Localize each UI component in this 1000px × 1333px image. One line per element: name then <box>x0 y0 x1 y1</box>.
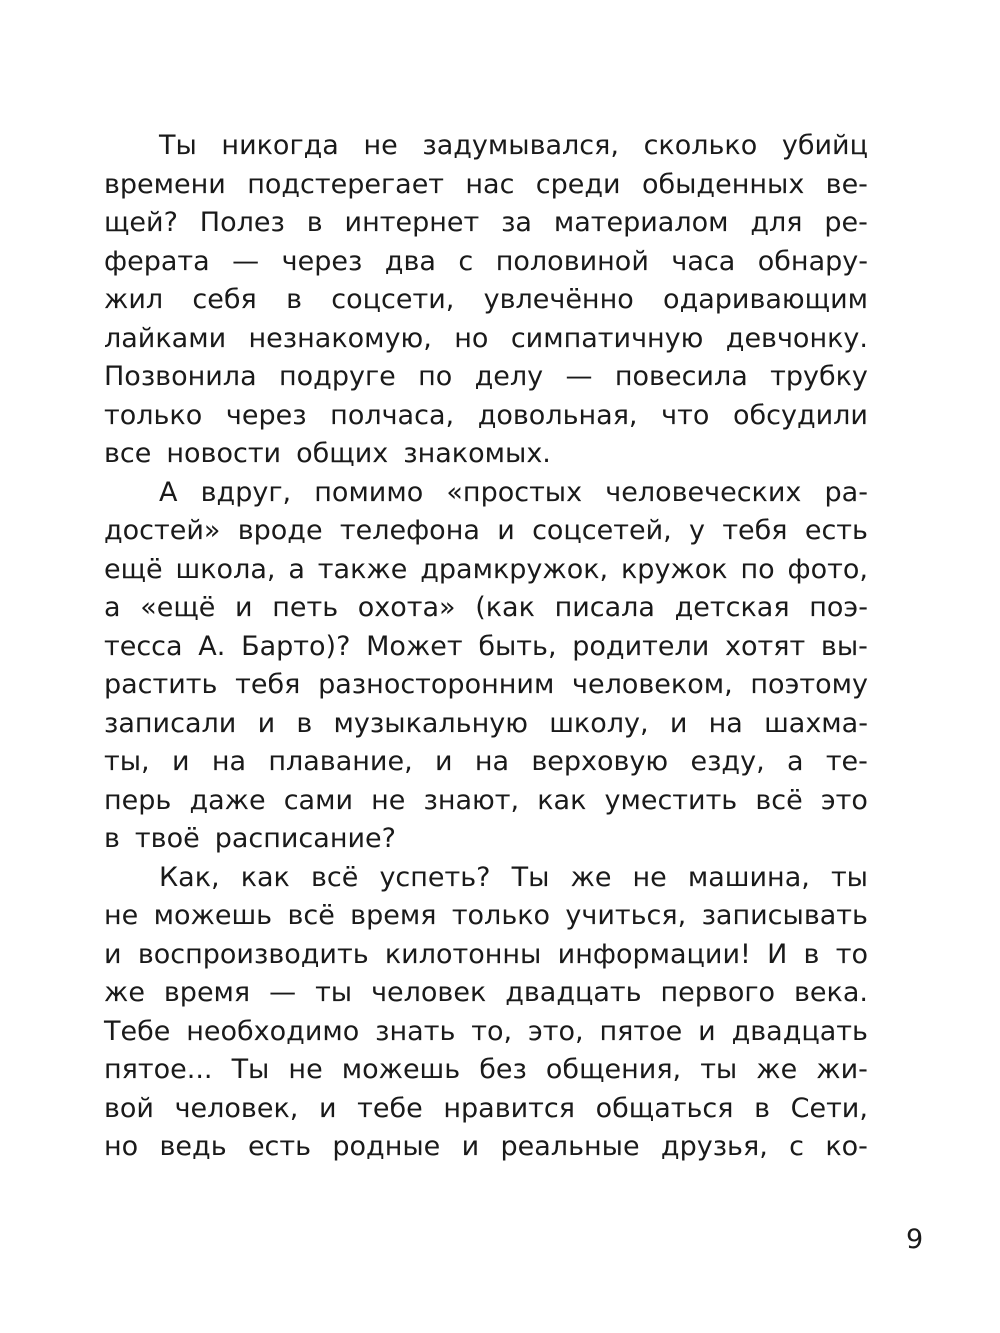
word: А. <box>198 630 226 662</box>
word: и <box>104 938 122 970</box>
word: вроде <box>237 515 323 546</box>
word: ты <box>700 1054 738 1085</box>
word: тесса <box>104 630 183 662</box>
word: растить <box>104 669 218 700</box>
word: не <box>371 784 406 816</box>
word: два <box>384 245 436 277</box>
word: через <box>281 245 363 277</box>
word: учиться, <box>565 900 687 931</box>
word: ре- <box>824 207 868 238</box>
word: лайками <box>104 322 227 354</box>
word: как <box>537 784 587 816</box>
word: есть <box>247 1131 312 1162</box>
word: знают, <box>423 784 520 816</box>
word: у <box>689 515 706 546</box>
word: ферата <box>104 245 210 277</box>
word: Позвонила <box>104 361 257 392</box>
word: писала <box>554 592 655 623</box>
word: и <box>698 1015 716 1047</box>
word: же <box>570 861 612 893</box>
word: в <box>754 1092 770 1124</box>
word: ведь <box>159 1131 227 1162</box>
word: поэтому <box>750 669 868 700</box>
word: информации! <box>557 938 751 970</box>
word: общаться <box>595 1092 734 1124</box>
paragraph <box>104 474 868 859</box>
word: и <box>497 515 515 546</box>
text-line <box>104 1090 868 1129</box>
word: хотят <box>725 630 806 662</box>
text-line <box>104 166 868 205</box>
word: помимо <box>314 476 424 508</box>
word: не <box>288 1054 323 1085</box>
word: соцсети, <box>331 284 455 315</box>
word: ещё <box>104 553 163 585</box>
word: достей» <box>104 515 221 546</box>
word: «простых <box>446 476 583 508</box>
word: Ты <box>159 130 197 161</box>
word: только <box>104 399 203 431</box>
text-line <box>104 705 868 744</box>
word: то, <box>471 1015 513 1047</box>
text-line <box>104 397 868 436</box>
word: только <box>451 900 551 931</box>
word: вой <box>104 1092 154 1124</box>
word: расписание? <box>214 823 396 854</box>
word: новости <box>166 438 282 469</box>
text-line <box>104 435 868 474</box>
word: на <box>708 707 743 739</box>
word: всё <box>310 861 359 893</box>
word: тебя <box>235 669 301 700</box>
word: в <box>286 284 302 315</box>
word: и <box>235 592 253 623</box>
text-line <box>104 474 868 513</box>
word: время <box>163 977 251 1008</box>
word: подруге <box>278 361 396 392</box>
word: петь <box>272 592 339 623</box>
word: полчаса, <box>330 399 455 431</box>
word: в <box>104 823 120 854</box>
word: как <box>240 861 290 893</box>
word: Барто)? <box>241 630 351 662</box>
word: же <box>104 977 145 1008</box>
word: время <box>350 900 437 931</box>
text-line <box>104 897 868 936</box>
word: общения, <box>545 1054 682 1085</box>
word: обыденных <box>641 168 805 200</box>
text-line <box>104 281 868 320</box>
word: уместить <box>604 784 738 816</box>
text-line <box>104 512 868 551</box>
word: материалом <box>553 207 729 238</box>
word: обсудили <box>732 399 868 431</box>
word: ты <box>315 977 353 1008</box>
word: — <box>565 361 593 392</box>
word: человек <box>371 977 487 1008</box>
word: езду, <box>690 746 765 777</box>
word: человеческих <box>605 476 802 508</box>
word: симпатичную <box>510 322 704 354</box>
word: Может <box>366 630 463 662</box>
word: даже <box>189 784 266 816</box>
word: пятое <box>599 1015 683 1047</box>
word: человек, <box>174 1092 299 1124</box>
word: поэ- <box>809 592 868 623</box>
word: повесила <box>614 361 748 392</box>
word: ко- <box>825 1131 868 1162</box>
word: соцсетей, <box>532 515 672 546</box>
word: жи- <box>816 1054 868 1085</box>
word: Ты <box>511 861 550 893</box>
word: шахма- <box>764 707 868 739</box>
word: задумывался, <box>422 130 619 161</box>
word: охота» <box>357 592 456 623</box>
word: двадцать <box>731 1015 868 1047</box>
word: и <box>318 1092 337 1124</box>
page-number: 9 <box>906 1224 924 1255</box>
word: ты, <box>104 746 150 777</box>
word: килотонны <box>384 938 542 970</box>
word: это, <box>527 1015 584 1047</box>
word: — <box>232 245 260 277</box>
word: одаривающим <box>663 284 868 315</box>
word: можешь <box>341 1054 461 1085</box>
word: что <box>661 399 710 431</box>
word: делу <box>474 361 544 392</box>
word: обнару- <box>757 245 868 277</box>
text-line <box>104 589 868 628</box>
text-line <box>104 666 868 705</box>
word: плавание, <box>268 746 413 777</box>
word: нравится <box>443 1092 575 1124</box>
word: записывать <box>701 900 868 931</box>
word: школа, <box>175 553 276 585</box>
word: по <box>418 361 453 392</box>
word: друзья, <box>660 1131 768 1162</box>
word: трубку <box>770 361 868 392</box>
word: незнакомую, <box>248 322 432 354</box>
word: «ещё <box>140 592 216 623</box>
word: школу, <box>549 707 649 739</box>
word: а <box>104 592 121 623</box>
word: половиной <box>495 245 649 277</box>
word: вдруг, <box>200 476 292 508</box>
word: Тебе <box>104 1015 171 1047</box>
word: (как <box>475 592 535 623</box>
word: необходимо <box>186 1015 360 1047</box>
word: времени <box>104 168 226 200</box>
word: с <box>458 245 474 277</box>
word: фото, <box>787 553 868 585</box>
word: подстерегает <box>247 168 445 200</box>
word: Сети, <box>790 1092 868 1124</box>
word: через <box>225 399 307 431</box>
word: знать <box>375 1015 456 1047</box>
word: Как, <box>159 861 220 893</box>
word: телефона <box>339 515 480 546</box>
word: ты <box>830 861 868 893</box>
word: жил <box>104 284 164 315</box>
word: быть, <box>478 630 557 662</box>
word: для <box>750 207 803 238</box>
body-text <box>104 127 868 1167</box>
word: в <box>306 207 323 238</box>
word: знакомых. <box>403 438 551 469</box>
word: вы- <box>820 630 868 662</box>
word: не <box>104 900 139 931</box>
word: также <box>317 553 408 585</box>
word: по <box>740 553 775 585</box>
word: сколько <box>643 130 758 161</box>
word: в <box>803 938 820 970</box>
word: века. <box>794 977 868 1008</box>
word: за <box>501 207 532 238</box>
word: можешь <box>153 900 273 931</box>
text-line <box>104 782 868 821</box>
word: А <box>159 476 178 508</box>
word: себя <box>192 284 257 315</box>
word: И <box>767 938 788 970</box>
paragraph <box>104 859 868 1167</box>
word: увлечённо <box>483 284 634 315</box>
word: но <box>454 322 489 354</box>
word: реальные <box>500 1131 640 1162</box>
word: тебя <box>722 515 788 546</box>
text-line <box>104 320 868 359</box>
word: машина, <box>687 861 810 893</box>
word: и <box>257 707 276 739</box>
word: двадцать <box>505 977 642 1008</box>
word: все <box>104 438 152 469</box>
word: всё <box>287 900 335 931</box>
word: воспроизводить <box>137 938 369 970</box>
word: общих <box>296 438 389 469</box>
word: драмкружок, <box>420 553 609 585</box>
word: убийц <box>781 130 868 161</box>
word: — <box>269 977 297 1008</box>
word: девчонку. <box>725 322 868 354</box>
word: щей? <box>104 207 178 238</box>
word: записали <box>104 707 237 739</box>
word: же <box>756 1054 798 1085</box>
word: это <box>820 784 868 816</box>
text-line <box>104 1051 868 1090</box>
paragraph <box>104 127 868 474</box>
word: в <box>296 707 313 739</box>
text-line <box>104 1128 868 1167</box>
word: ве- <box>825 168 868 200</box>
word: и <box>171 746 190 777</box>
word: и <box>461 1131 480 1162</box>
word: музыкальную <box>333 707 528 739</box>
word: родные <box>332 1131 441 1162</box>
word: первого <box>660 977 776 1008</box>
word: на <box>211 746 247 777</box>
text-line <box>104 204 868 243</box>
word: не <box>363 130 398 161</box>
text-line <box>104 974 868 1013</box>
word: то <box>835 938 868 970</box>
text-line <box>104 127 868 166</box>
word: а <box>288 553 305 585</box>
word: довольная, <box>477 399 638 431</box>
word: а <box>786 746 804 777</box>
word: но <box>104 1131 139 1162</box>
word: и <box>434 746 453 777</box>
text-line <box>104 628 868 667</box>
word: всё <box>755 784 803 816</box>
text-line <box>104 936 868 975</box>
word: и <box>669 707 688 739</box>
word: тебе <box>357 1092 423 1124</box>
text-line <box>104 551 868 590</box>
word: человеком, <box>572 669 733 700</box>
text-line <box>104 859 868 898</box>
text-line <box>104 1013 868 1052</box>
word: перь <box>104 784 172 816</box>
word: часа <box>671 245 736 277</box>
word: интернет <box>344 207 480 238</box>
word: те- <box>825 746 868 777</box>
word: пятое... <box>104 1054 213 1085</box>
word: не <box>632 861 667 893</box>
word: с <box>789 1131 804 1162</box>
word: среди <box>535 168 621 200</box>
word: сами <box>283 784 354 816</box>
word: кружок <box>621 553 728 585</box>
text-line <box>104 820 868 859</box>
word: ра- <box>824 476 868 508</box>
word: Ты <box>231 1054 270 1085</box>
word: твоё <box>134 823 200 854</box>
word: родители <box>572 630 710 662</box>
word: на <box>474 746 510 777</box>
word: нас <box>465 168 515 200</box>
word: никогда <box>221 130 339 161</box>
word: верховую <box>531 746 669 777</box>
word: есть <box>804 515 868 546</box>
text-line <box>104 743 868 782</box>
word: разносторонним <box>318 669 555 700</box>
word: без <box>479 1054 527 1085</box>
word: Полез <box>199 207 285 238</box>
word: успеть? <box>379 861 491 893</box>
word: детская <box>674 592 790 623</box>
text-line <box>104 358 868 397</box>
text-line <box>104 243 868 282</box>
